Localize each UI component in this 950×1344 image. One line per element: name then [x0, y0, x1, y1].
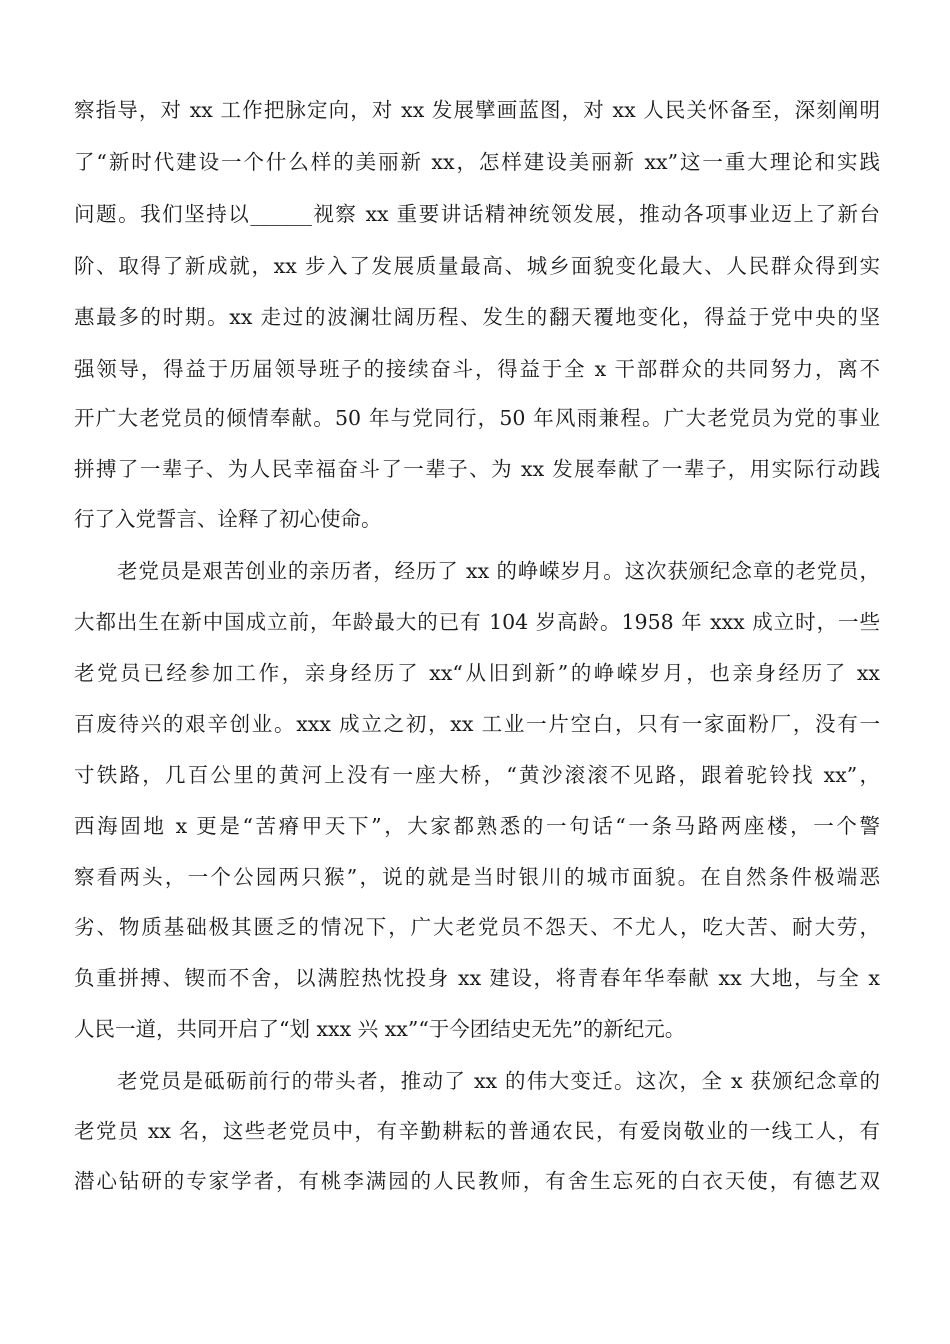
text-line: 寸铁路，几百公里的黄河上没有一座大桥，“黄沙滚滚不见路，跟着驼铃找 xx”， [74, 763, 880, 787]
paragraph-first-line: 老党员是砥砺前行的带头者，推动了 xx 的伟大变迁。这次，全 x 获颁纪念章的 [117, 1069, 880, 1093]
text-line: 老党员已经参加工作，亲身经历了 xx“从旧到新”的峥嵘岁月，也亲身经历了 xx [74, 661, 880, 685]
text-line: 大都出生在新中国成立前，年龄最大的已有 104 岁高龄。1958 年 xxx 成立时，一些 [74, 610, 880, 634]
paragraph-end-line: 行了入党誓言、诠释了初心使命。 [74, 507, 382, 531]
text-line: 潜心钻研的专家学者，有桃李满园的人民教师，有舍生忘死的白衣天使，有德艺双 [74, 1169, 880, 1193]
text-line: 了“新时代建设一个什么样的美丽新 xx，怎样建设美丽新 xx”这一重大理论和实践 [74, 150, 880, 174]
text-line: 劣、物质基础极其匮乏的情况下，广大老党员不怨天、不尤人，吃大苦、耐大劳， [74, 915, 880, 939]
text-line: 阶、取得了新成就，xx 步入了发展质量最高、城乡面貌变化最大、人民群众得到实 [74, 254, 880, 278]
text-line: 问题。我们坚持以______视察 xx 重要讲话精神统领发展，推动各项事业迈上了新台 [74, 202, 880, 226]
text-line: 惠最多的时期。xx 走过的波澜壮阔历程、发生的翻天覆地变化，得益于党中央的坚 [74, 305, 880, 329]
text-line: 百废待兴的艰辛创业。xxx 成立之初，xx 工业一片空白，只有一家面粉厂，没有一 [74, 712, 880, 736]
text-line: 负重拼搏、锲而不舍，以满腔热忱投身 xx 建设，将青春年华奉献 xx 大地，与全 x [74, 966, 880, 990]
text-line: 察指导，对 xx 工作把脉定向，对 xx 发展擘画蓝图，对 xx 人民关怀备至，深刻阐明 [74, 98, 880, 122]
paragraph-first-line: 老党员是艰苦创业的亲历者，经历了 xx 的峥嵘岁月。这次获颁纪念章的老党员， [117, 559, 880, 583]
text-line: 老党员 xx 名，这些老党员中，有辛勤耕耘的普通农民，有爱岗敬业的一线工人，有 [74, 1119, 880, 1143]
text-line: 开广大老党员的倾情奉献。50 年与党同行，50 年风雨兼程。广大老党员为党的事业 [74, 406, 880, 430]
text-line: 拼搏了一辈子、为人民幸福奋斗了一辈子、为 xx 发展奉献了一辈子，用实际行动践 [74, 457, 880, 481]
paragraph-end-line: 人民一道，共同开启了“划 xxx 兴 xx”“于今团结史无先”的新纪元。 [74, 1017, 686, 1041]
text-line: 西海固地 x 更是“苦瘠甲天下”，大家都熟悉的一句话“一条马路两座楼，一个警 [74, 814, 880, 838]
text-line: 强领导，得益于历届领导班子的接续奋斗，得益于全 x 干部群众的共同努力，离不 [74, 357, 880, 381]
text-line: 察看两头，一个公园两只猴”，说的就是当时银川的城市面貌。在自然条件极端恶 [74, 865, 880, 889]
